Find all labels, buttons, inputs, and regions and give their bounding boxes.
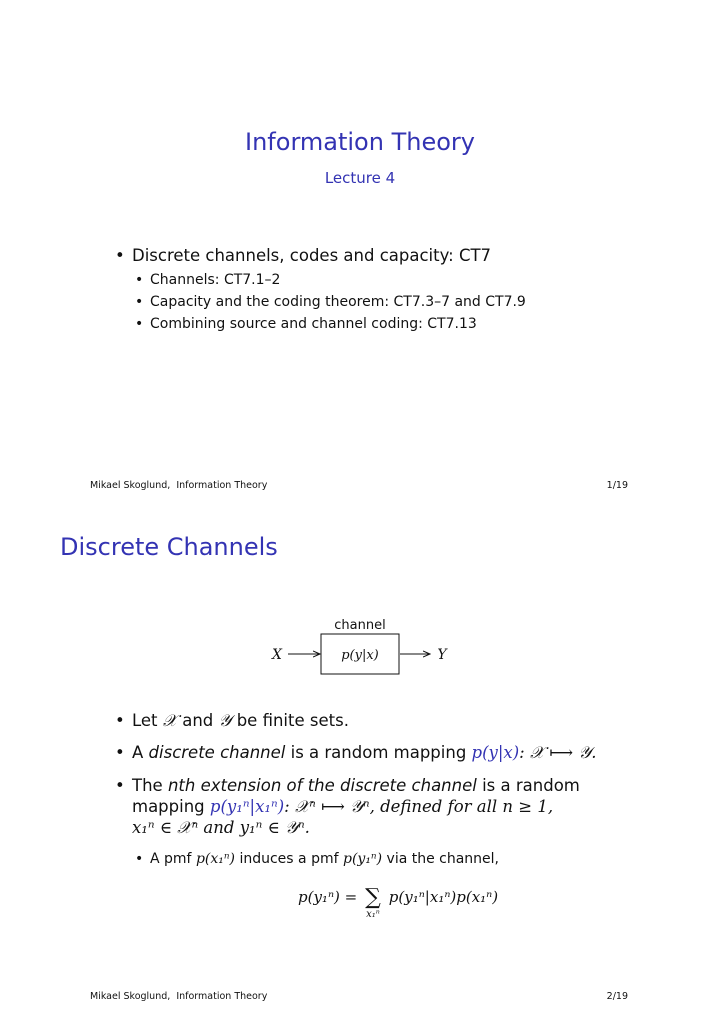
channel-diagram	[0, 509, 720, 709]
subbullet-pmf	[150, 851, 499, 867]
eq-lhs: p(y₁ⁿ) =	[298, 888, 358, 906]
eq-sum-index: x₁ⁿ	[366, 909, 380, 920]
math-pxn: p(x₁ⁿ)	[195, 851, 236, 867]
page-number: 1/19	[606, 480, 628, 491]
slide-subtitle: Lecture 4	[324, 169, 396, 187]
math-y-set: 𝒴	[218, 711, 232, 730]
text: The	[132, 776, 168, 795]
text: is a random mapping	[285, 743, 472, 762]
subitem-channels: • Channels: CT7.1–2	[150, 272, 280, 288]
output-label: Y	[437, 647, 447, 663]
slide-1	[0, 0, 720, 509]
text: is a random	[476, 776, 580, 795]
text: Let	[132, 711, 163, 730]
subitem-capacity: • Capacity and the coding theorem: CT7.3–7 and CT7.9	[150, 294, 526, 310]
sum-icon: ∑	[365, 885, 381, 910]
math-ext-mapping: : 𝒳ⁿ ⟼ 𝒴ⁿ, defined for all n ≥ 1,	[284, 797, 554, 816]
eq-sum	[362, 883, 384, 920]
footer-course: Information Theory	[176, 991, 268, 1002]
text: be finite sets.	[231, 711, 349, 730]
bullet-main: • Discrete channels, codes and capacity: CT7	[132, 246, 491, 265]
bullet-discrete-channel	[132, 743, 597, 763]
slide-2	[0, 509, 720, 1018]
text: A	[132, 743, 149, 762]
term-discrete-channel: discrete channel	[148, 743, 286, 762]
subitem-combining: • Combining source and channel coding: CT7.13	[150, 316, 477, 332]
math-x-set: 𝒳	[162, 711, 177, 730]
math-membership: x₁ⁿ ∈ 𝒳ⁿ and y₁ⁿ ∈ 𝒴ⁿ.	[132, 818, 310, 837]
bullet-finite-sets	[132, 711, 349, 731]
input-label: X	[272, 647, 282, 663]
math-pyn: p(y₁ⁿ)	[342, 851, 383, 867]
footer-author: Mikael Skoglund,	[90, 991, 171, 1002]
slide-title: Information Theory	[245, 128, 475, 156]
equation-pmf	[298, 883, 499, 920]
math-mapping: : 𝒳 ⟼ 𝒴.	[519, 743, 597, 762]
math-pyx: p(y|x)	[471, 743, 520, 762]
text: A pmf	[150, 851, 196, 867]
footer-course: Information Theory	[176, 480, 268, 491]
channel-box-label: p(y|x)	[341, 648, 379, 663]
page-number: 2/19	[606, 991, 628, 1002]
footer-author-course	[90, 991, 267, 1002]
footer-author-course	[90, 480, 267, 491]
math-pynxn: p(y₁ⁿ|x₁ⁿ)	[209, 797, 285, 816]
term-nth-extension: nth extension of the discrete channel	[167, 776, 477, 795]
diagram-label: channel	[334, 618, 386, 633]
frame-title: Discrete Channels	[60, 533, 278, 561]
footer-author: Mikael Skoglund,	[90, 480, 171, 491]
text: mapping	[132, 797, 210, 816]
eq-rhs: p(y₁ⁿ|x₁ⁿ)p(x₁ⁿ)	[388, 888, 499, 906]
text: induces a pmf	[235, 851, 343, 867]
text: and	[176, 711, 219, 730]
bullet-nth-extension	[132, 775, 580, 838]
text: via the channel,	[382, 851, 500, 867]
